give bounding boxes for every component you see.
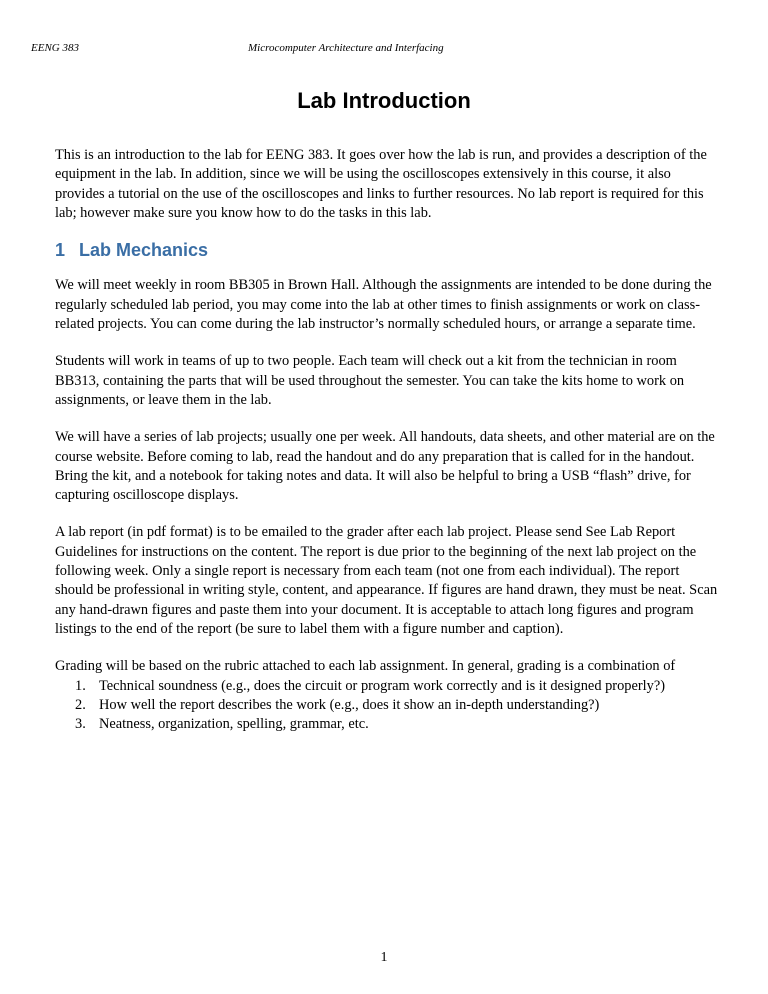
list-marker: 1. <box>75 677 86 694</box>
list-item <box>55 677 720 696</box>
list-item-text: How well the report describes the work (e.g., does it show an in-depth understanding?) <box>99 696 600 713</box>
paragraph-teams: Students will work in teams of up to two people. Each team will check out a kit from the technician in room BB313, containing the parts that will be used throughout the semester. You can take the kits home to work on assignments, or leave them in the lab. <box>55 353 685 408</box>
document-body <box>55 146 720 734</box>
list-marker: 3. <box>75 716 86 733</box>
grading-intro: Grading will be based on the rubric attached to each lab assignment. In general, grading is a combination of <box>55 658 676 675</box>
section-heading <box>55 241 720 260</box>
header-course: EENG 383 <box>31 42 79 54</box>
list-item <box>55 715 720 734</box>
document-title: Lab Introduction <box>297 88 471 113</box>
section-number: 1 <box>55 240 66 261</box>
list-item <box>55 696 720 715</box>
header-subtitle: Microcomputer Architecture and Interfacing <box>248 42 444 54</box>
list-marker: 2. <box>75 696 86 713</box>
grading-list <box>55 677 720 735</box>
paragraph-report: A lab report (in pdf format) is to be emailed to the grader after each lab project. Please send See Lab Report Guidelines for instructions on the content. The report is due prior to the beginning of the next lab project on the following week. Only a single report is necessary from each team (not one from each individual). The report should be professional in writing style, content, and appearance. If figures are hand drawn, they must be neat. Scan any hand-drawn figures and paste them into your document. It is acceptable to attach long figures and program listings to the end of the report (be sure to label them with a figure number and caption). <box>55 524 718 637</box>
list-item-text: Neatness, organization, spelling, grammar, etc. <box>99 716 369 733</box>
section-title: Lab Mechanics <box>79 240 209 261</box>
list-item-text: Technical soundness (e.g., does the circuit or program work correctly and is it designed properly?) <box>99 677 666 694</box>
intro-paragraph: This is an introduction to the lab for EENG 383. It goes over how the lab is run, and provides a description of the equipment in the lab. In addition, since we will be using the oscilloscopes extensively in this course, it also provides a tutorial on the use of the oscilloscopes and links to further resources. No lab report is required for this lab; however make sure you know how to do the tasks in this lab. <box>55 147 707 221</box>
paragraph-meeting: We will meet weekly in room BB305 in Brown Hall. Although the assignments are intended to be done during the regularly scheduled lab period, you may come into the lab at other times to finish assignments or work on class-related projects. You can come during the lab instructor’s normally scheduled hours, or arrange a separate time. <box>55 277 712 333</box>
page-number: 1 <box>380 950 388 965</box>
paragraph-projects: We will have a series of lab projects; usually one per week. All handouts, data sheets, and other material are on the course website. Before coming to lab, read the handout and do any preparation that is called for in the handout. Bring the kit, and a notebook for taking notes and data. It will also be helpful to bring a USB “flash” drive, for capturing oscilloscope displays. <box>55 429 715 504</box>
